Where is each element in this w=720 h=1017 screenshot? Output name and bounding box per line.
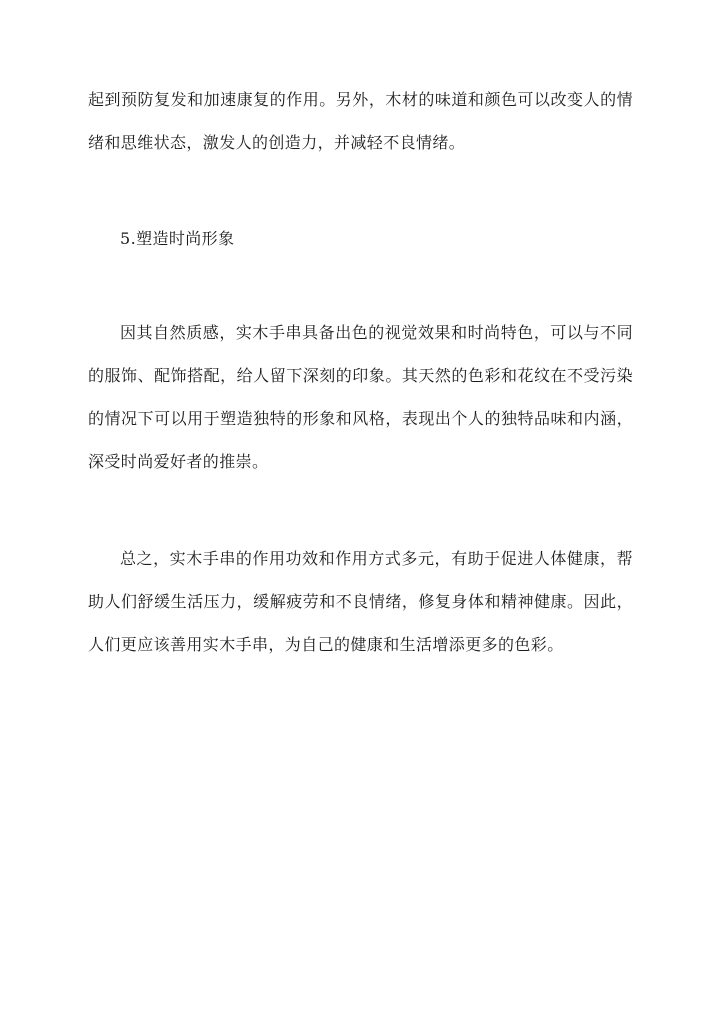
paragraph-continued: 起到预防复发和加速康复的作用。另外，木材的味道和颜色可以改变人的情绪和思维状态，激发人的创造力，并减轻不良情绪。 (88, 90, 633, 152)
paragraph-fashion: 因其自然质感，实木手串具备出色的视觉效果和时尚特色，可以与不同的服饰、配饰搭配，给人留下深刻的印象。其天然的色彩和花纹在不受污染的情况下可以用于塑造独特的形象和风格，表现出个人的独特品味和内涵，深受时尚爱好者的推崇。 (88, 323, 633, 471)
paragraph-conclusion: 总之，实木手串的作用功效和作用方式多元，有助于促进人体健康，帮助人们舒缓生活压力，缓解疲劳和不良情绪，修复身体和精神健康。因此，人们更应该善用实木手串，为自己的健康和生活增添更多的色彩。 (88, 549, 633, 654)
section-heading: 5.塑造时尚形象 (120, 229, 235, 248)
